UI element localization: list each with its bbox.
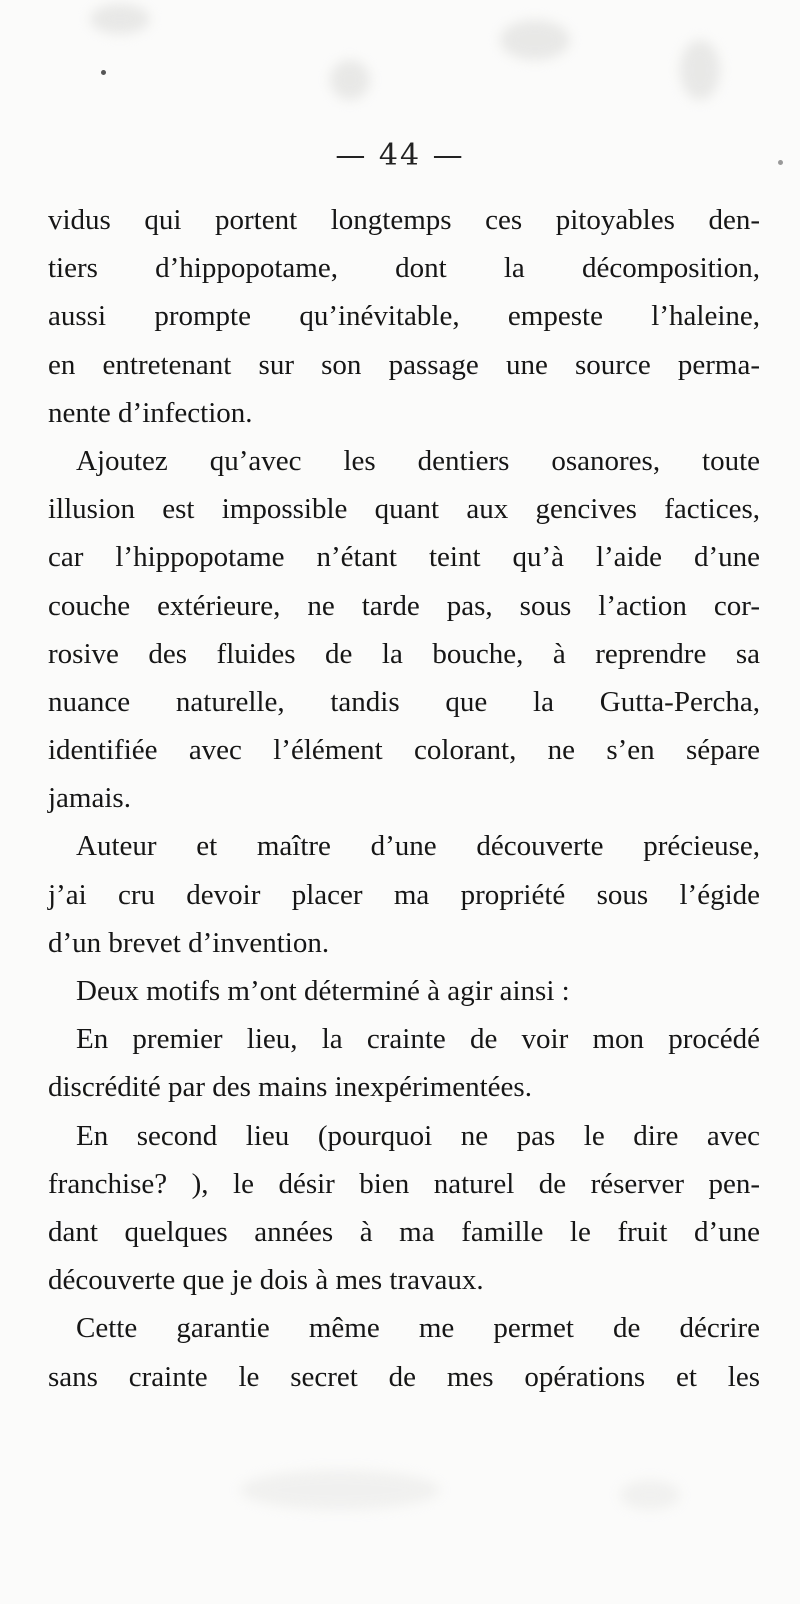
- text-line: nuance naturelle, tandis que la Gutta-Percha,: [48, 685, 760, 718]
- paper-stain: [330, 60, 370, 100]
- text-line: En premier lieu, la crainte de voir mon procédé: [76, 1023, 760, 1056]
- text-line: En second lieu (pourquoi ne pas le dire avec: [76, 1119, 760, 1152]
- text-line: découverte que je dois à mes travaux.: [48, 1264, 484, 1297]
- text-line: illusion est impossible quant aux gencives factices,: [48, 493, 760, 526]
- text-line: Cette garantie même me permet de décrire: [76, 1312, 760, 1345]
- paragraph-p2: [48, 437, 760, 823]
- ink-dot: [101, 70, 106, 75]
- paragraph-p6: [48, 1112, 760, 1305]
- text-line: discrédité par des mains inexpérimentées.: [48, 1071, 532, 1104]
- text-line: jamais.: [48, 782, 131, 815]
- text-line: en entretenant sur son passage une source perma-: [48, 348, 760, 381]
- paragraph-p1: [48, 196, 760, 437]
- page-number: — 44 —: [335, 138, 465, 173]
- paragraph-p3: [48, 822, 760, 967]
- paper-stain: [620, 1480, 680, 1510]
- text-line: rosive des fluides de la bouche, à reprendre sa: [48, 637, 760, 670]
- paper-stain: [240, 1470, 440, 1510]
- text-line: franchise? ), le désir bien naturel de réserver pen-: [48, 1167, 760, 1200]
- text-line: car l’hippopotame n’étant teint qu’à l’aide d’une: [48, 541, 760, 574]
- paragraph-p4: [48, 967, 760, 1015]
- text-line: d’un brevet d’invention.: [48, 926, 330, 959]
- body-text: [48, 196, 760, 1401]
- paper-stain: [500, 20, 570, 60]
- text-line: Ajoutez qu’avec les dentiers osanores, toute: [76, 444, 760, 477]
- text-line: identifiée avec l’élément colorant, ne s’en sépare: [48, 734, 760, 767]
- text-line: vidus qui portent longtemps ces pitoyables den-: [48, 204, 760, 236]
- text-line: couche extérieure, ne tarde pas, sous l’action cor-: [48, 589, 760, 622]
- text-line: sans crainte le secret de mes opérations et les: [48, 1360, 760, 1393]
- text-line: nente d’infection.: [48, 396, 253, 429]
- text-line: Deux motifs m’ont déterminé à agir ainsi :: [76, 975, 570, 1007]
- paragraph-p7: [48, 1304, 760, 1400]
- text-line: Auteur et maître d’une découverte précieuse,: [76, 830, 760, 863]
- text-line: j’ai cru devoir placer ma propriété sous l’égide: [48, 878, 760, 911]
- text-line: dant quelques années à ma famille le fruit d’une: [48, 1215, 760, 1248]
- paper-stain: [90, 4, 150, 34]
- paper-stain: [680, 40, 720, 100]
- text-line: aussi prompte qu’inévitable, empeste l’haleine,: [48, 300, 760, 333]
- paragraph-p5: [48, 1015, 760, 1111]
- text-line: tiers d’hippopotame, dont la décomposition,: [48, 252, 760, 285]
